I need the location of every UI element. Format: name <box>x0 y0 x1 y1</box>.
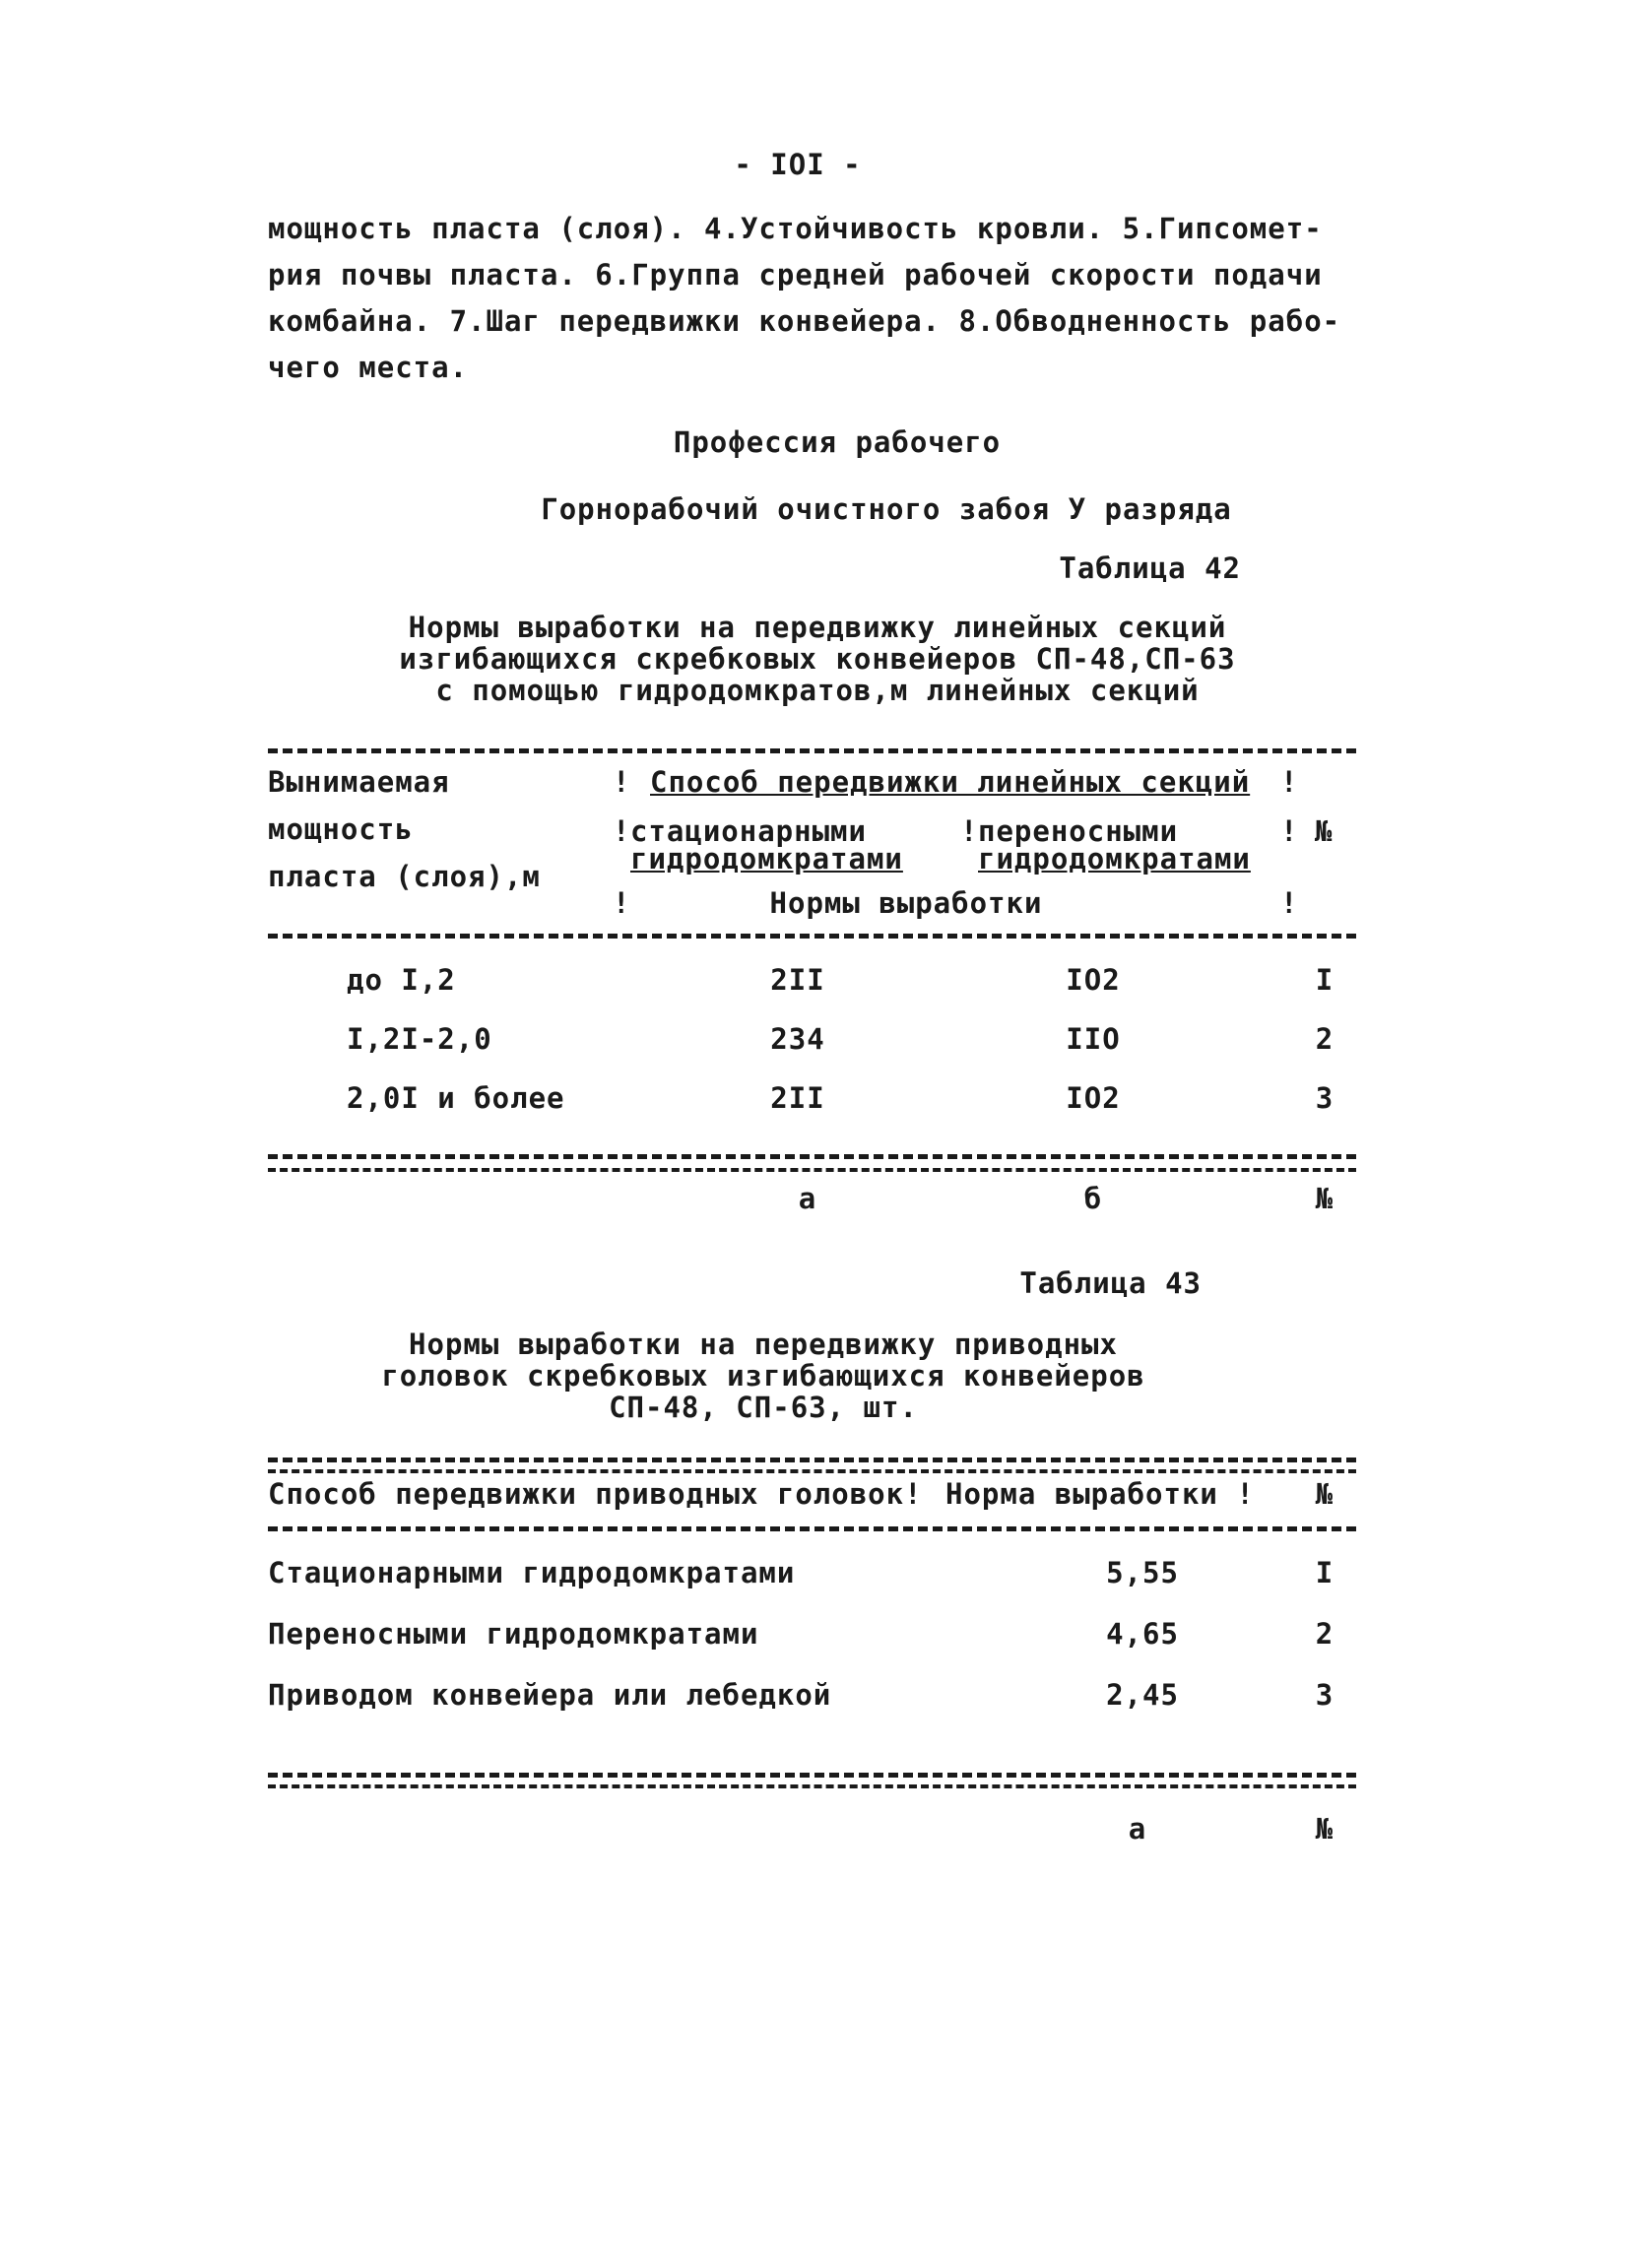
table43-rule-top <box>268 1458 1356 1462</box>
table43-rule-header <box>268 1526 1356 1531</box>
table42-stationary: 234 <box>770 1022 825 1056</box>
table43-method: Переносными гидродомкратами <box>268 1617 759 1651</box>
table43-norm-header: Норма выработки ! <box>945 1477 1255 1511</box>
table42-num: I <box>1315 963 1335 997</box>
table42-thickness: 2,0I и более <box>347 1081 565 1115</box>
table42-footer-num: № <box>1315 1182 1335 1215</box>
table42-sub1-line: гидродомкратами <box>630 842 903 875</box>
table43-footer-num: № <box>1315 1812 1335 1846</box>
table42-col1-line: мощность <box>268 812 414 846</box>
table43-method: Приводом конвейера или лебедкой <box>268 1678 832 1712</box>
table42-group-header: Способ передвижки линейных секций <box>650 765 1251 799</box>
table43-label: Таблица 43 <box>1019 1266 1202 1300</box>
table43-num-header: № <box>1315 1477 1335 1511</box>
table42-thickness: до I,2 <box>347 963 456 997</box>
intro-line: мощность пласта (слоя). 4.Устойчивость кровли. 5.Гипсомет- <box>268 212 1323 245</box>
table42-sep: ! <box>1280 886 1299 920</box>
intro-line: комбайна. 7.Шаг передвижки конвейера. 8.Обводненность рабо- <box>268 304 1341 338</box>
table43-method: Стационарными гидродомкратами <box>268 1556 796 1589</box>
table42-sep: ! <box>613 765 631 799</box>
intro-line: чего места. <box>268 351 469 384</box>
table43-rule-body <box>268 1773 1356 1778</box>
table42-sep: ! <box>1280 814 1299 848</box>
profession-heading: Профессия рабочего <box>673 425 1002 459</box>
table43-num: 2 <box>1315 1617 1335 1651</box>
table42-sep: ! <box>613 814 631 848</box>
table43-norm: 4,65 <box>1106 1617 1179 1651</box>
table42-norms-header: Нормы выработки <box>769 886 1043 920</box>
table42-num: 2 <box>1315 1022 1335 1056</box>
table42-sep: ! <box>1280 765 1299 799</box>
table42-portable: IO2 <box>1066 1081 1121 1115</box>
table42-title-line: Нормы выработки на передвижку линейных секций <box>408 611 1227 644</box>
table42-footer-b: б <box>1083 1182 1103 1215</box>
table43-title-line: головок скребковых изгибающихся конвейеров <box>381 1359 1145 1393</box>
table42-sep: ! <box>613 886 631 920</box>
profession-name: Горнорабочий очистного забоя У разряда <box>541 492 1232 526</box>
table43-title-line: Нормы выработки на передвижку приводных <box>409 1328 1118 1361</box>
table43-rule-top-2 <box>268 1469 1356 1473</box>
table42-stationary: 2II <box>770 963 825 997</box>
table42-sub1-line: стационарными <box>630 814 867 848</box>
table43-method-header: Способ передвижки приводных головок! <box>268 1477 923 1511</box>
table42-portable: IIO <box>1066 1022 1121 1056</box>
table42-portable: IO2 <box>1066 963 1121 997</box>
table43-footer-a: а <box>1128 1812 1147 1846</box>
table43-rule-body-2 <box>268 1784 1356 1788</box>
table43-num: 3 <box>1315 1678 1335 1712</box>
table42-rule-top <box>268 748 1356 753</box>
table42-sep: ! <box>960 814 979 848</box>
table43-num: I <box>1315 1556 1335 1589</box>
table42-thickness: I,2I-2,0 <box>347 1022 492 1056</box>
table42-rule-header <box>268 934 1356 939</box>
table42-rule-body <box>268 1154 1356 1159</box>
table43-norm: 5,55 <box>1106 1556 1179 1589</box>
table42-col1-line: пласта (слоя),м <box>268 860 541 893</box>
page-number: - IOI - <box>734 148 862 181</box>
table42-label: Таблица 42 <box>1059 551 1241 585</box>
table42-sub2-line: гидродомкратами <box>978 842 1251 875</box>
intro-line: рия почвы пласта. 6.Группа средней рабочей скорости подачи <box>268 258 1323 292</box>
table42-stationary: 2II <box>770 1081 825 1115</box>
table42-title-line: с помощью гидродомкратов,м линейных секций <box>435 674 1200 707</box>
table42-num-header: № <box>1315 814 1334 848</box>
table42-sub2-line: переносными <box>978 814 1179 848</box>
table43-title-line: СП-48, СП-63, шт. <box>609 1391 918 1424</box>
table42-num: 3 <box>1315 1081 1335 1115</box>
table42-footer-a: а <box>798 1182 817 1215</box>
table43-norm: 2,45 <box>1106 1678 1179 1712</box>
table42-col1-line: Вынимаемая <box>268 765 450 799</box>
table42-title-line: изгибающихся скребковых конвейеров СП-48,СП-63 <box>399 642 1236 676</box>
table42-rule-body-2 <box>268 1168 1356 1172</box>
